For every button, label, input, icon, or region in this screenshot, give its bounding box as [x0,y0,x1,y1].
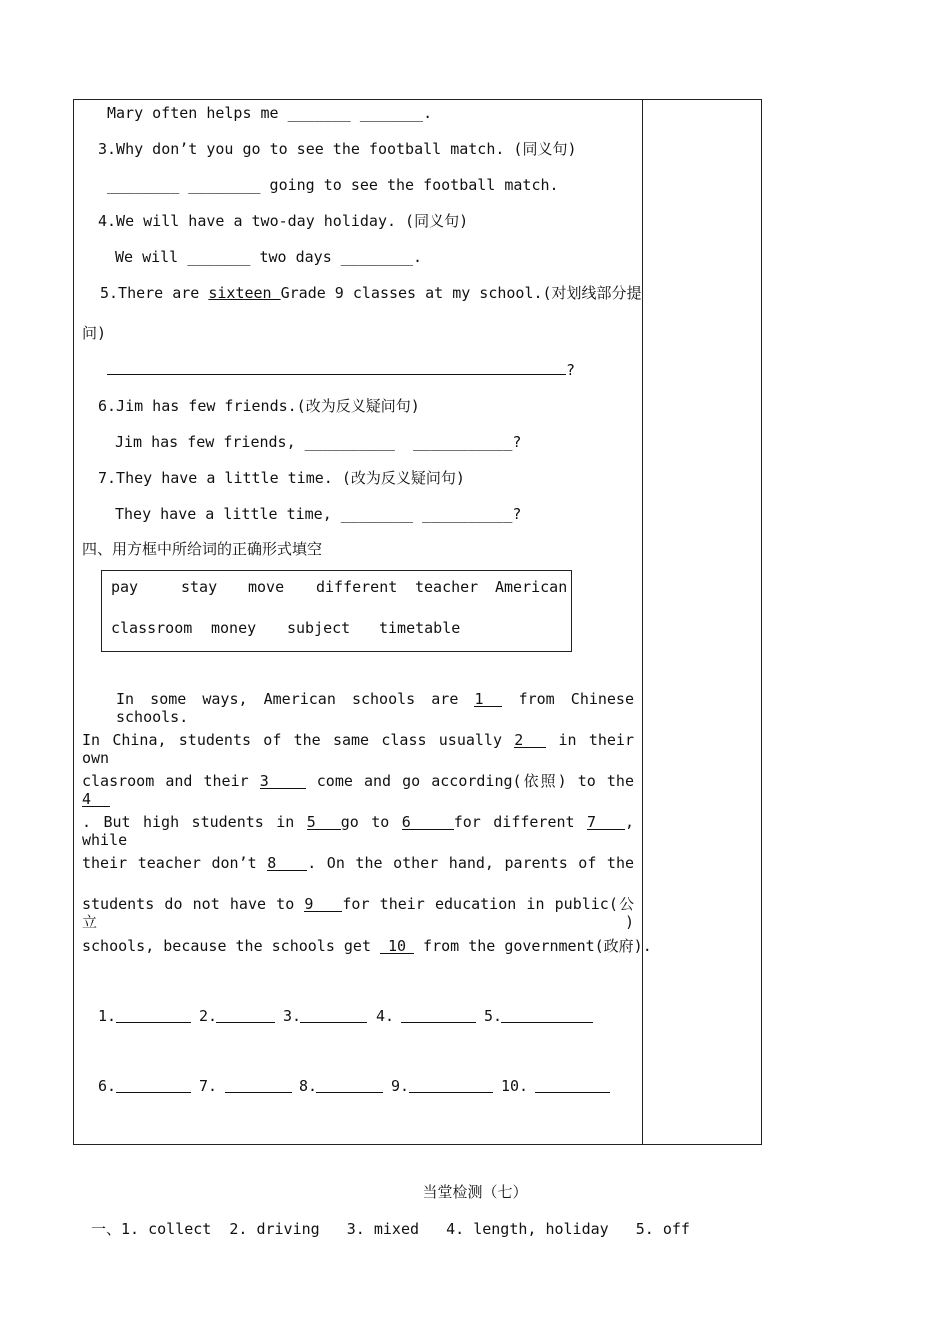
answer-blank [401,1009,476,1023]
cloze-text: their teacher don’t [82,854,268,872]
cloze-text: for their education in public(公立) [82,895,634,931]
exercise-line: Mary often helps me _______ _______. [107,104,433,122]
question-5 [100,284,642,302]
question-mark: ? [566,361,576,379]
answer-blank [501,1009,593,1023]
question-3: 3.Why don’t you go to see the football match. (同义句) [98,140,577,158]
section-title: 当堂检测（七） [422,1183,528,1201]
question-5-underlined: sixteen [208,284,281,302]
word-box-item: money [211,619,257,637]
cloze-text: come and go according(依照) to the [305,772,634,790]
cloze-line [82,937,652,955]
cloze-text: In some ways, American schools are [116,690,475,708]
answer-label: 3. [283,1007,302,1025]
cloze-line [82,854,634,872]
answer-blank [107,361,566,375]
answer-label: 9. [391,1077,410,1095]
answer-label: 2. [199,1007,218,1025]
cloze-gap-2: 2 [514,733,546,748]
answer-label: 5. [484,1007,503,1025]
answer-line-4: We will _______ two days ________. [115,248,423,266]
word-box-item: American [495,578,568,596]
word-box-item: stay [181,578,218,596]
column-divider [642,100,643,1144]
answer-blank [116,1079,191,1093]
cloze-text: . But high students in [82,813,307,831]
answer-label: 8. [299,1077,318,1095]
answer-label: 7. [199,1077,218,1095]
cloze-gap-9: 9 [304,897,342,912]
question-7: 7.They have a little time. (改为反义疑问句) [98,469,465,487]
cloze-gap-7: 7 [587,815,625,830]
cloze-text: from Chinese schools. [116,690,634,726]
answer-label: 6. [98,1077,117,1095]
cloze-text: , while [82,813,635,849]
answer-label: 10. [501,1077,529,1095]
cloze-line [82,731,634,767]
answer-blank [409,1079,493,1093]
cloze-gap-3: 3 [260,774,306,789]
cloze-line [82,813,634,849]
answer-blank [216,1009,275,1023]
cloze-gap-4: 4 [82,792,110,807]
cloze-gap-8: 8 [267,856,307,871]
answer-line-6: Jim has few friends, __________ ___________? [115,433,522,451]
word-box-item: classroom [111,619,193,637]
question-5-wrap: 问) [82,324,107,342]
answer-line-7: They have a little time, ________ __________? [115,505,522,523]
cloze-text: schools, because the schools get [82,937,381,955]
answer-line-3: ________ ________ going to see the football match. [107,176,559,194]
answer-blank [316,1079,383,1093]
word-box-item: timetable [379,619,461,637]
cloze-gap-10: 10 [380,939,414,954]
word-box-item: subject [287,619,351,637]
cloze-text: clasroom and their [82,772,260,790]
cloze-text: . On the other hand, parents of the [307,854,635,872]
answer-blank [116,1009,191,1023]
cloze-text: for different [453,813,587,831]
cloze-line [82,895,634,931]
cloze-text: students do not have to [82,895,305,913]
word-box-item: move [248,578,285,596]
cloze-gap-1: 1 [474,692,502,707]
cloze-text: go to [340,813,402,831]
cloze-text: in their own [82,731,634,767]
question-5-prefix: 5.There are [100,284,209,302]
question-4: 4.We will have a two-day holiday. (同义句) [98,212,469,230]
cloze-text: In China, students of the same class usually [82,731,515,749]
word-box-item: teacher [415,578,479,596]
cloze-text: from the government(政府). [414,937,652,955]
answer-label: 4. [376,1007,395,1025]
answer-blank [535,1079,610,1093]
answer-line-5 [107,361,575,379]
cloze-gap-6: 6 [402,815,454,830]
answer-label: 1. [98,1007,117,1025]
answer-blank [300,1009,367,1023]
question-5-suffix: Grade 9 classes at my school.(对划线部分提 [280,284,642,302]
question-6: 6.Jim has few friends.(改为反义疑问句) [98,397,420,415]
cloze-line [82,772,634,808]
answer-key: 一、1. collect 2. driving 3. mixed 4. length, holiday 5. off [91,1220,690,1238]
word-box-item: pay [111,578,139,596]
cloze-line [82,690,634,726]
answer-blank [225,1079,292,1093]
word-box-item: different [316,578,398,596]
cloze-gap-5: 5 [307,815,341,830]
section-4-heading: 四、用方框中所给词的正确形式填空 [82,540,323,558]
